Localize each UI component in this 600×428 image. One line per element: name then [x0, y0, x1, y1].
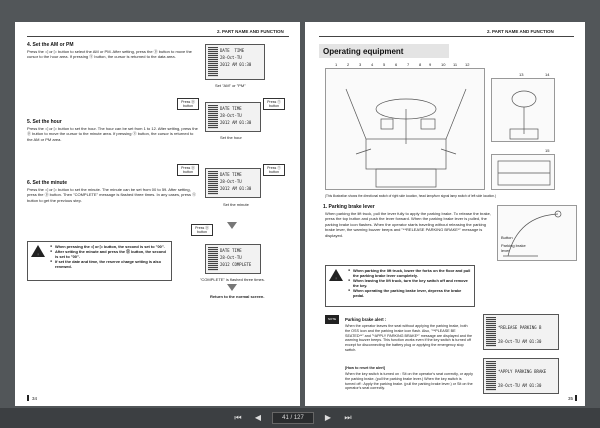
section-1-title: 1. Parking brake lever: [323, 204, 375, 210]
caution-item: ● When parking the lift truck, lower the forks on the floor and pull the parking brake lever completely.: [348, 268, 471, 278]
caption-set-hour: Set the hour: [220, 135, 242, 140]
note-icon: [325, 315, 339, 324]
lcd-year-value: 2012: [220, 186, 230, 191]
lcd-apply-message: *APPLY PARKING BRAKE: [498, 369, 547, 374]
lcd-time-label: TIME: [232, 248, 242, 253]
part-number: 9: [429, 62, 432, 67]
caution-item: ● If set the date and time, the reserve charge setting is also renewed.: [50, 259, 168, 269]
part-number: 2: [347, 62, 350, 67]
lcd-display-complete: [205, 244, 261, 274]
lcd-time-value: AM 01:30: [522, 339, 542, 344]
section-6-title: 6. Set the minute: [27, 180, 68, 186]
part-number: 7: [407, 62, 410, 67]
arrow-down-icon: [227, 284, 237, 291]
left-page: [15, 22, 300, 406]
right-page-header: 2. PART NAME AND FUNCTION: [487, 29, 554, 34]
press-s-button-2: Press Ⓢ button: [263, 164, 285, 176]
section-1-text: When parking the lift truck, pull the lever fully to apply the parking brake. To release the brake, press the top button and push the lever forward. When the parking brake lever is pulled, the parking brake icon flashes. When the operator starts traveling without releasing the parking brake lever, the warning buzzer beeps and "**RELEASE PARKING BRAKE*" message is displayed.: [325, 211, 492, 238]
section-4-text: Press the ◁ or ▷ button to select the AM or PM. After setting, press the Ⓑ button to move the cursor to the hour area. If pressing Ⓢ button, the cursor is returned to the data area.: [27, 49, 192, 60]
part-number: 1: [335, 62, 338, 67]
prev-page-button[interactable]: ◀: [254, 413, 262, 422]
lcd-time-value: AM 01:30: [232, 62, 252, 67]
lcd-date-value: 28-Oct-TU: [220, 113, 242, 118]
caution-item: ● When operating the parking brake lever, depress the brake pedal.: [348, 288, 471, 298]
caption-complete-flash: "COMPLETE" is flashed three times.: [200, 277, 265, 282]
lcd-year-value: 2012: [220, 62, 230, 67]
lcd-time-label: TIME: [232, 106, 242, 111]
pdf-viewer-toolbar: [0, 408, 600, 428]
left-page-number: 34: [32, 396, 38, 401]
section-5-title: 5. Set the hour: [27, 119, 62, 125]
lcd-year-value: 2012: [220, 262, 230, 267]
part-number: 11: [453, 62, 458, 67]
caution-item: ● After setting the minute and press the Ⓑ button, the second is set to "00".: [50, 249, 168, 259]
caption-set-minute: Set the minute: [223, 202, 249, 207]
lcd-date-label: DATE: [220, 106, 230, 111]
part-number: 8: [419, 62, 422, 67]
lcd-time-label: TIME: [232, 172, 242, 177]
caution-list: [348, 268, 471, 298]
lcd-complete-text: COMPLETE: [232, 262, 252, 267]
reset-title: [How to reset the alert]: [345, 366, 385, 370]
lcd-time-value: AM 01:30: [522, 383, 542, 388]
lcd-release-parking: [483, 314, 559, 350]
part-number: 14: [545, 72, 550, 77]
control-lever-illustration: [491, 78, 555, 142]
alert-text: When the operator leaves the seat without applying the parking brake, both the OSS icon and the parking brake icon flash. Also, "**PLEASE BE SEATED**" and "*APPLY PARKING BRAKE*" message are displayed and the warning buzzer beeps. This function works even if the key switch is turned off except for disconnecting the battery plug or applying the emergency stop switch.: [345, 324, 473, 352]
lcd-bargraph: [208, 47, 218, 77]
svg-text:!: !: [37, 252, 39, 257]
page-title: Operating equipment: [323, 47, 404, 56]
caption-return-normal: Return to the normal screen.: [210, 294, 265, 299]
caution-box-left: [27, 241, 172, 281]
part-number: 12: [465, 62, 470, 67]
lcd-date-label: DATE: [220, 248, 230, 253]
note-label: NOTE: [327, 317, 337, 321]
switch-panel-illustration: [491, 154, 555, 190]
lcd-time-value: AM 01:30: [232, 120, 252, 125]
lcd-display-hour: [205, 102, 261, 132]
press-b-button-2: Press Ⓑ button: [177, 164, 199, 176]
lcd-apply-parking: [483, 358, 559, 394]
lcd-date-value: 28-Oct-TU: [220, 179, 242, 184]
illustration-note: (This illustration shows the directional switch of right side location, head lamp/turn signal lamp switch of left side location.): [325, 194, 496, 198]
part-number: 10: [441, 62, 446, 67]
part-number: 13: [519, 72, 524, 77]
alert-title: Parking brake alert :: [345, 317, 387, 322]
svg-text:!: !: [335, 276, 337, 281]
part-number: 15: [545, 148, 550, 153]
reset-text: When the key switch is turned on : Sit on the operator's seat correctly, or apply the parking brake. (pull the parking brake lever.) When the key switch is turned off : Apply the parking brake. (pull the parking brake lever.) or Sit on the operator's seat correctly.: [345, 372, 473, 391]
section-4-title: 4. Set the AM or PM: [27, 42, 74, 48]
left-header-rule: [27, 36, 289, 37]
lcd-date-value: 28-Oct-TU: [220, 55, 242, 60]
lcd-year-value: 2012: [220, 120, 230, 125]
lcd-date-value: 28-Oct-TU: [498, 383, 520, 388]
label-parking-brake-lever: Parking brake lever: [501, 243, 526, 253]
lcd-date-label: DATE: [220, 172, 230, 177]
lcd-release-message: *RELEASE PARKING B: [498, 325, 542, 330]
last-page-button[interactable]: ⏭: [344, 413, 352, 422]
part-number: 4: [371, 62, 374, 67]
caution-icon: [329, 269, 343, 281]
press-s-button-1: Press Ⓢ button: [263, 98, 285, 110]
caution-item: ● When leaving the lift truck, turn the key switch off and remove the key.: [348, 278, 471, 288]
arrow-down-icon: [227, 222, 237, 229]
press-b-button-3: Press Ⓑ button: [191, 224, 213, 236]
caution-box-right: [325, 265, 475, 307]
part-number: 5: [383, 62, 386, 67]
lcd-date-value: 28-Oct-TU: [498, 339, 520, 344]
lcd-time-label: TIME: [234, 48, 245, 53]
first-page-button[interactable]: ⏮: [234, 413, 242, 422]
page-number-bar: [575, 395, 577, 401]
caution-icon: [31, 245, 45, 257]
next-page-button[interactable]: ▶: [324, 413, 332, 422]
part-number: 3: [359, 62, 362, 67]
caption-set-ampm: Set "AM" or "PM": [215, 83, 246, 88]
section-5-text: Press the ◁ or ▷ button to set the hour. The hour can be set from 1 to 12. After setting, press the Ⓑ button to move the cursor to the minute area. If pressing Ⓢ button, the cursor is returned to the AM or PM area.: [27, 126, 198, 142]
section-6-text: Press the ◁ or ▷ button to set the minute. The minute can be set from 00 to 59. After setting, press the Ⓑ button. Then "COMPLETE" message is flashed three times. In any cases, press Ⓢ button to get the previous step.: [27, 187, 197, 203]
press-b-button-1: Press Ⓑ button: [177, 98, 199, 110]
caution-item: ● When pressing the ◁ or ▷ button, the second is set to "00".: [50, 244, 168, 249]
lcd-date-value: 28-Oct-TU: [220, 255, 242, 260]
label-button: Button: [501, 235, 513, 240]
caution-list: [50, 244, 168, 269]
part-number: 6: [395, 62, 398, 67]
lcd-date-label: DATE: [220, 48, 230, 53]
left-page-header: 2. PART NAME AND FUNCTION: [217, 29, 284, 34]
forklift-cockpit-illustration: [325, 68, 485, 190]
lcd-display-ampm: [205, 44, 265, 80]
cockpit-drawing: [326, 69, 485, 190]
page-number-bar: [27, 395, 29, 401]
right-page-number: 35: [567, 396, 573, 401]
lcd-time-value: AM 01:30: [232, 186, 252, 191]
right-page: [305, 22, 585, 406]
right-header-rule: [319, 36, 574, 37]
lcd-display-minute: [205, 168, 261, 198]
page-number-input[interactable]: 41 / 127: [272, 412, 314, 424]
